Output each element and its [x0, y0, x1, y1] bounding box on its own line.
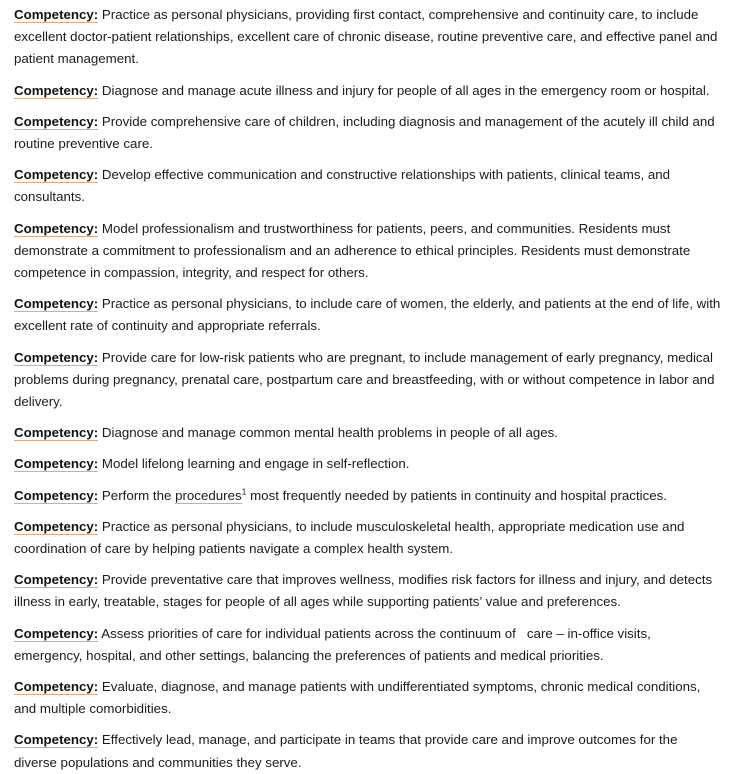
- competency-label: Competency:: [14, 220, 99, 236]
- competency-text: Model lifelong learning and engage in self-reflection.: [98, 456, 410, 472]
- competency-paragraph: [14, 729, 722, 773]
- competency-text: Evaluate, diagnose, and manage patients with undifferentiated symptoms, chronic medical conditions, and multiple comorbidities.: [14, 679, 705, 717]
- competency-text: Provide care for low-risk patients who are pregnant, to include management of early pregnancy, medical problems during pregnancy, prenatal care, postpartum care and breastfeeding, with or without competence in labor and delivery.: [14, 349, 719, 410]
- competency-paragraph: [14, 623, 722, 667]
- competency-paragraph: [14, 218, 722, 285]
- competency-text: Diagnose and manage acute illness and injury for people of all ages in the emergency room or hospital.: [98, 82, 710, 98]
- competency-label: Competency:: [14, 625, 99, 641]
- competency-paragraph: [14, 347, 722, 414]
- competency-text: Provide comprehensive care of children, including diagnosis and management of the acutely ill child and routine preventive care.: [14, 113, 719, 152]
- competency-paragraph: [14, 485, 722, 507]
- competency-text: Diagnose and manage common mental health problems in people of all ages.: [98, 425, 558, 441]
- competency-label: Competency:: [14, 7, 99, 22]
- competency-label: Competency:: [14, 679, 99, 695]
- competency-text: Practice as personal physicians, providing first contact, comprehensive and continuity care, to include excellent doctor-patient relationships, excellent care of chronic disease, routine preventive care, and effective panel and patient management.: [14, 7, 722, 67]
- competency-label: Competency:: [14, 113, 99, 129]
- competency-label: Competency:: [14, 732, 99, 748]
- competency-paragraph: [14, 453, 722, 475]
- competency-paragraph: [14, 111, 722, 155]
- competency-paragraph: [14, 516, 722, 560]
- competency-text: Provide preventative care that improves wellness, modifies risk factors for illness and injury, and detects illness in early, treatable, stages for people of all ages while supporting patients’ value and preferences.: [14, 572, 716, 610]
- competency-label: Competency:: [14, 572, 99, 588]
- competency-label: Competency:: [14, 518, 99, 534]
- competency-label: Competency:: [14, 82, 99, 98]
- competency-paragraph: [14, 293, 725, 337]
- competency-label: Competency:: [14, 425, 99, 441]
- competency-text: Model professionalism and trustworthiness for patients, peers, and communities. Residents must demonstrate a commitment to professionalism and an adherence to ethical principles. Residents must demonstrate competence in compassion, integrity, and respect for others.: [14, 220, 694, 281]
- competency-label: Competency:: [14, 456, 99, 472]
- competency-paragraph: [14, 4, 722, 71]
- competency-paragraph: [14, 164, 722, 208]
- procedures-link[interactable]: procedures: [175, 487, 242, 503]
- competency-text: Develop effective communication and constructive relationships with patients, clinical teams, and consultants.: [14, 167, 674, 205]
- competency-text: Practice as personal physicians, to include musculoskeletal health, appropriate medication use and coordination of care by helping patients navigate a complex health system.: [14, 518, 689, 557]
- competency-text: Effectively lead, manage, and participate in teams that provide care and improve outcomes for the diverse populations and communities they serve.: [14, 732, 682, 770]
- competency-text: Assess priorities of care for individual patients across the continuum of care – in-office visits, emergency, hospital, and other settings, balancing the preferences of patients and medical priorities.: [14, 625, 655, 663]
- competency-text-before-link: Perform the: [98, 487, 176, 503]
- competency-paragraph: [14, 676, 722, 720]
- competency-paragraph: [14, 80, 722, 102]
- competency-label: Competency:: [14, 167, 99, 183]
- competency-text: Practice as personal physicians, to include care of women, the elderly, and patients at the end of life, with excellent rate of continuity and appropriate referrals.: [14, 296, 725, 334]
- competency-label: Competency:: [14, 296, 99, 312]
- competency-paragraph: [14, 422, 722, 444]
- competency-label: Competency:: [14, 487, 99, 503]
- footnote-reference[interactable]: 1: [241, 486, 247, 497]
- competency-text-after-link: most frequently needed by patients in continuity and hospital practices.: [246, 487, 667, 503]
- competency-label: Competency:: [14, 349, 99, 365]
- competency-paragraph: [14, 569, 722, 613]
